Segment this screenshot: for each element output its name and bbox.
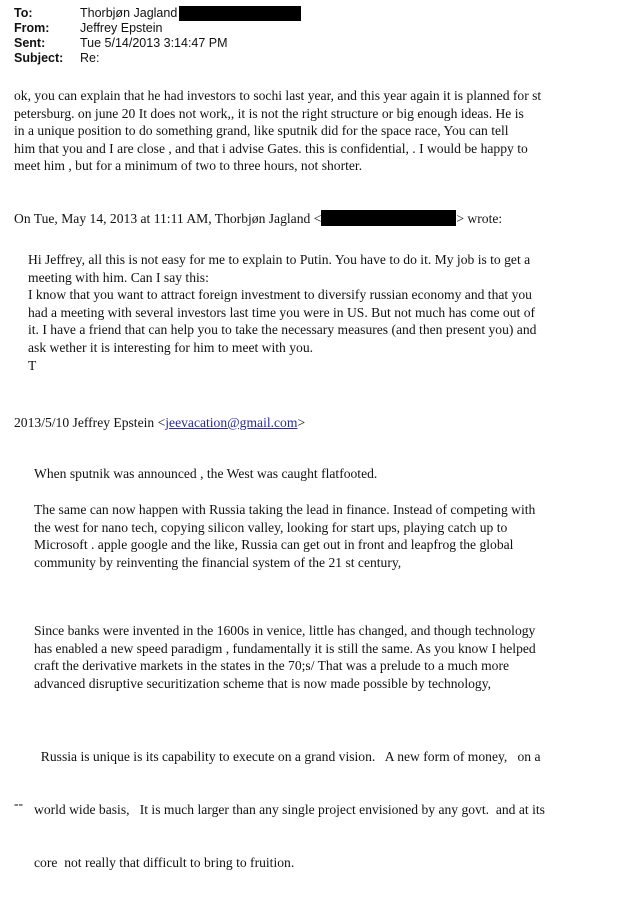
sent-row	[14, 36, 301, 51]
text-line: Since banks were invented in the 1600s in venice, little has changed, and though technology	[34, 623, 536, 638]
text-line: core not really that difficult to bring to fruition.	[34, 854, 295, 870]
quote2-para4	[34, 713, 638, 907]
sent-label: Sent:	[14, 36, 46, 50]
text-line: meeting with him. Can I say this:	[28, 269, 209, 285]
quote2-para1	[34, 465, 638, 483]
from-row	[14, 21, 301, 36]
quote1-body	[28, 251, 638, 374]
quote2-para2	[34, 501, 638, 571]
quote2-para3	[34, 622, 638, 692]
subject-label: Subject:	[14, 51, 64, 65]
redaction-bar	[179, 6, 301, 21]
text-line: When sputnik was announced , the West was caught flatfooted.	[34, 466, 378, 481]
subject-value: Re:	[80, 51, 100, 65]
attribution-text: On Tue, May 14, 2013 at 11:11 AM, Thorbjøn Jagland <	[14, 211, 322, 226]
redaction-bar	[321, 210, 456, 226]
to-label: To:	[14, 6, 33, 20]
text-line: T	[28, 357, 37, 373]
email-link[interactable]: jeevacation@gmail.com	[165, 415, 298, 430]
quote1-attribution	[14, 210, 638, 228]
signature-separator: --	[14, 796, 24, 811]
to-row	[14, 6, 301, 21]
text-line: Russia is unique is its capability to execute on a grand vision. A new form of money, on a	[34, 749, 541, 765]
text-line: I know that you want to attract foreign investment to diversify russian economy and that you	[28, 287, 532, 303]
sent-value: Tue 5/14/2013 3:14:47 PM	[80, 36, 228, 50]
text-line: ok, you can explain that he had investors to sochi last year, and this year again it is planned for st	[14, 88, 542, 103]
text-line: The same can now happen with Russia taking the lead in finance. Instead of competing with	[34, 502, 536, 517]
text-line: him that you and I are close , and that i advise Gates. this is confidential, . I would be happy to	[14, 140, 528, 156]
text-line: Microsoft . apple google and the like, Russia can get out in front and leapfrog the global	[34, 537, 514, 553]
email-header	[14, 6, 301, 66]
to-value: Thorbjøn Jagland	[80, 6, 178, 20]
from-value: Jeffrey Epstein	[80, 21, 163, 35]
reply-body	[14, 87, 638, 175]
from-label: From:	[14, 21, 50, 35]
text-line: world wide basis, It is much larger than any single project envisioned by any govt. and at its	[34, 801, 545, 817]
text-line: has enabled a new speed paradigm , fundamentally it is still the same. As you know I helped	[34, 640, 536, 656]
text-line: it. I have a friend that can help you to take the necessary measures (and then present you) and	[28, 322, 537, 338]
text-line: advanced disruptive securitization scheme that is now made possible by technology,	[34, 675, 492, 691]
text-line: meet him , but for a minimum of two to three hours, not shorter.	[14, 158, 363, 174]
attribution-text: 2013/5/10 Jeffrey Epstein <	[14, 415, 166, 430]
text-line: in a unique position to do something grand, like sputnik did for the space race, You can tell	[14, 123, 509, 139]
text-line: Hi Jeffrey, all this is not easy for me to explain to Putin. You have to do it. My job is to get a	[28, 252, 531, 267]
text-line: community by reinventing the financial system of the 21 st century,	[34, 554, 402, 570]
attribution-suffix: >	[297, 415, 306, 430]
text-line: had a meeting with several investors last time you were in US. But not much has come out of	[28, 304, 536, 320]
quote2-attribution	[14, 414, 305, 432]
text-line: craft the derivative markets in the states in the 70;s/ That was a prelude to a much more	[34, 658, 509, 674]
attribution-suffix: > wrote:	[456, 211, 503, 226]
text-line: petersburg. on june 20 It does not work,, it is not the right structure or big enough ideas. He is	[14, 105, 524, 121]
text-line: ask wether it is interesting for him to meet with you.	[28, 339, 314, 355]
text-line: the west for nano tech, copying silicon valley, looking for start ups, playing catch up to	[34, 519, 508, 535]
subject-row	[14, 51, 301, 66]
